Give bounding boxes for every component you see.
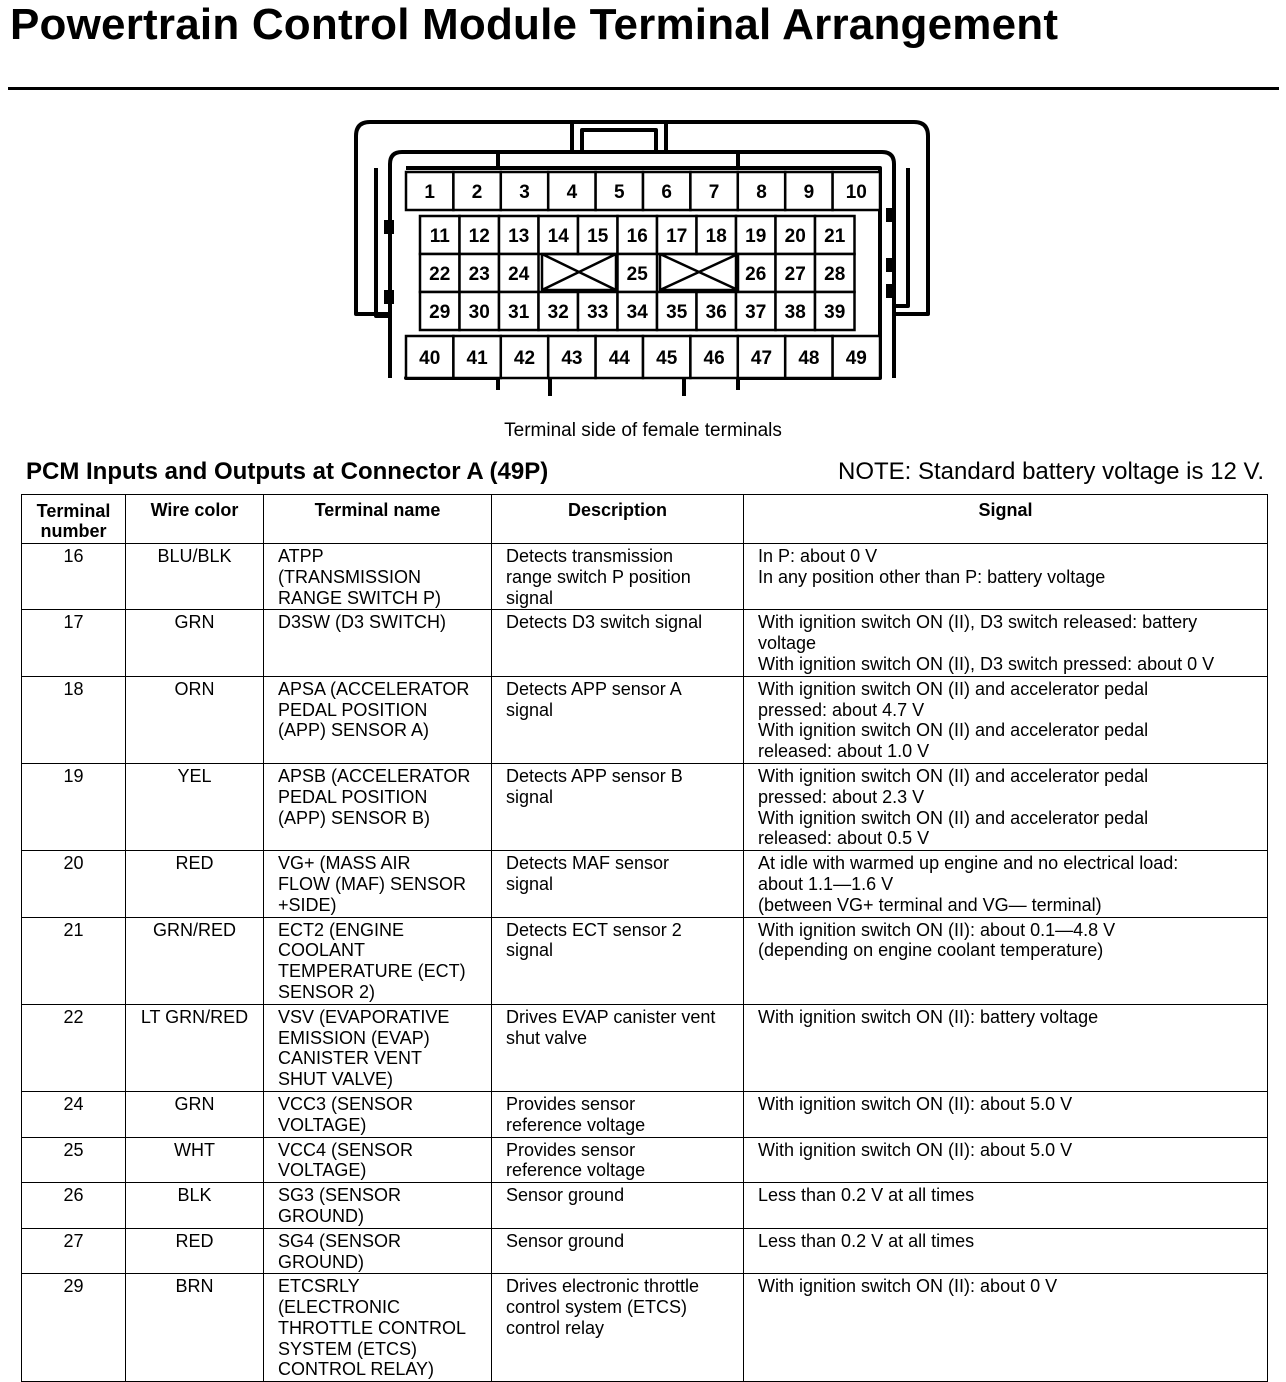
cell-signal: With ignition switch ON (II) and accelerator pedal pressed: about 4.7 V With ignition switch ON (II) and accelerator pedal released: about 1.0 V xyxy=(744,676,1268,763)
terminal-label: 26 xyxy=(745,264,767,285)
table-row xyxy=(22,1183,1268,1229)
header-signal: Signal xyxy=(744,495,1268,544)
cell-description: Drives electronic throttle control system (ETCS) control relay xyxy=(492,1274,744,1382)
cell-wire-color: BLK xyxy=(126,1183,264,1229)
table-row xyxy=(22,610,1268,676)
cell-signal: With ignition switch ON (II): about 0 V xyxy=(744,1274,1268,1382)
terminal-label: 41 xyxy=(466,348,488,369)
terminal-label: 43 xyxy=(561,348,583,369)
cell-description: Provides sensor reference voltage xyxy=(492,1091,744,1137)
terminal-label: 8 xyxy=(756,182,767,203)
terminal-label: 33 xyxy=(587,302,609,323)
cell-wire-color: GRN/RED xyxy=(126,917,264,1004)
cell-description: Detects APP sensor A signal xyxy=(492,676,744,763)
table-row xyxy=(22,1091,1268,1137)
cell-terminal-number: 27 xyxy=(22,1228,126,1274)
terminal-label: 46 xyxy=(703,348,725,369)
header-terminal-name: Terminal name xyxy=(264,495,492,544)
terminal-label: 32 xyxy=(547,302,569,323)
terminal-label: 17 xyxy=(666,226,688,247)
cell-terminal-number: 17 xyxy=(22,610,126,676)
terminal-label: 23 xyxy=(468,264,490,285)
cell-terminal-name: ETCSRLY (ELECTRONIC THROTTLE CONTROL SYSTEM (ETCS) CONTROL RELAY) xyxy=(264,1274,492,1382)
cell-terminal-name: APSA (ACCELERATOR PEDAL POSITION (APP) SENSOR A) xyxy=(264,676,492,763)
table-row xyxy=(22,676,1268,763)
table-row xyxy=(22,1274,1268,1382)
cell-terminal-name: VCC3 (SENSOR VOLTAGE) xyxy=(264,1091,492,1137)
table-row xyxy=(22,1137,1268,1183)
cell-description: Sensor ground xyxy=(492,1183,744,1229)
cell-description: Provides sensor reference voltage xyxy=(492,1137,744,1183)
terminal-label: 6 xyxy=(661,182,672,203)
table-row xyxy=(22,917,1268,1004)
cell-terminal-number: 26 xyxy=(22,1183,126,1229)
terminal-label: 13 xyxy=(508,226,530,247)
terminal-label: 11 xyxy=(429,226,450,247)
cell-terminal-name: ECT2 (ENGINE COOLANT TEMPERATURE (ECT) SENSOR 2) xyxy=(264,917,492,1004)
terminal-label: 10 xyxy=(845,182,867,203)
battery-note: NOTE: Standard battery voltage is 12 V. xyxy=(837,458,1264,485)
cell-description: Detects ECT sensor 2 signal xyxy=(492,917,744,1004)
cell-terminal-number: 21 xyxy=(22,917,126,1004)
terminal-label: 36 xyxy=(705,302,727,323)
cell-wire-color: LT GRN/RED xyxy=(126,1004,264,1091)
header-wire-color: Wire color xyxy=(126,495,264,544)
cell-terminal-number: 24 xyxy=(22,1091,126,1137)
cell-terminal-number: 22 xyxy=(22,1004,126,1091)
cell-description: Detects MAF sensor signal xyxy=(492,851,744,917)
cell-signal: Less than 0.2 V at all times xyxy=(744,1228,1268,1274)
terminal-label: 38 xyxy=(784,302,806,323)
cell-wire-color: RED xyxy=(126,851,264,917)
table-row xyxy=(22,763,1268,850)
cell-wire-color: GRN xyxy=(126,1091,264,1137)
terminal-label: 9 xyxy=(803,182,815,203)
cell-description: Drives EVAP canister vent shut valve xyxy=(492,1004,744,1091)
terminal-label: 1 xyxy=(424,182,435,203)
cell-signal: With ignition switch ON (II), D3 switch released: battery voltage With ignition switch ON (II), D3 switch pressed: about 0 V xyxy=(744,610,1268,676)
cell-signal: With ignition switch ON (II): about 5.0 V xyxy=(744,1137,1268,1183)
cell-terminal-name: D3SW (D3 SWITCH) xyxy=(264,610,492,676)
table-row xyxy=(22,544,1268,610)
cell-terminal-number: 25 xyxy=(22,1137,126,1183)
cell-terminal-name: APSB (ACCELERATOR PEDAL POSITION (APP) SENSOR B) xyxy=(264,763,492,850)
terminal-label: 18 xyxy=(705,226,727,247)
terminal-label: 40 xyxy=(419,348,441,369)
table-row xyxy=(22,1004,1268,1091)
cell-signal: With ignition switch ON (II): battery voltage xyxy=(744,1004,1268,1091)
table-row xyxy=(22,851,1268,917)
cell-signal: With ignition switch ON (II): about 5.0 V xyxy=(744,1091,1268,1137)
title-divider xyxy=(8,87,1279,90)
cell-terminal-number: 20 xyxy=(22,851,126,917)
connector-caption: Terminal side of female terminals xyxy=(504,420,782,441)
cell-terminal-number: 18 xyxy=(22,676,126,763)
cell-terminal-name: VG+ (MASS AIR FLOW (MAF) SENSOR +SIDE) xyxy=(264,851,492,917)
terminal-label: 4 xyxy=(566,182,578,203)
terminal-label: 44 xyxy=(608,348,630,369)
terminal-label: 42 xyxy=(513,348,536,369)
terminal-label: 19 xyxy=(745,226,767,247)
cell-terminal-name: SG3 (SENSOR GROUND) xyxy=(264,1183,492,1229)
terminal-label: 48 xyxy=(798,348,820,369)
cell-description: Detects D3 switch signal xyxy=(492,610,744,676)
cell-description: Sensor ground xyxy=(492,1228,744,1274)
header-description: Description xyxy=(492,495,744,544)
terminal-label: 47 xyxy=(750,348,773,369)
terminal-label: 39 xyxy=(824,302,846,323)
cell-signal: With ignition switch ON (II) and accelerator pedal pressed: about 2.3 V With ignition switch ON (II) and accelerator pedal released: about 0.5 V xyxy=(744,763,1268,850)
pcm-io-table xyxy=(21,494,1268,1382)
cell-terminal-number: 16 xyxy=(22,544,126,610)
terminal-label: 12 xyxy=(468,226,490,247)
section-title: PCM Inputs and Outputs at Connector A (49P) xyxy=(26,458,549,485)
terminal-label: 49 xyxy=(845,348,867,369)
terminal-label: 37 xyxy=(745,302,767,323)
terminal-label: 27 xyxy=(784,264,806,285)
cell-terminal-name: ATPP (TRANSMISSION RANGE SWITCH P) xyxy=(264,544,492,610)
terminal-label: 16 xyxy=(626,226,648,247)
terminal-label: 14 xyxy=(547,226,569,247)
terminal-label: 3 xyxy=(519,182,530,203)
cell-wire-color: GRN xyxy=(126,610,264,676)
page-title: Powertrain Control Module Terminal Arrangement xyxy=(10,0,1059,49)
cell-wire-color: BRN xyxy=(126,1274,264,1382)
cell-wire-color: ORN xyxy=(126,676,264,763)
cell-wire-color: WHT xyxy=(126,1137,264,1183)
terminal-label: 2 xyxy=(471,182,483,203)
terminal-label: 22 xyxy=(429,264,451,285)
terminal-label: 30 xyxy=(468,302,490,323)
terminal-label: 25 xyxy=(626,264,648,285)
terminal-label: 20 xyxy=(784,226,806,247)
table-header-row xyxy=(22,495,1268,544)
cell-signal: At idle with warmed up engine and no electrical load: about 1.1—1.6 V (between VG+ terminal and VG— terminal) xyxy=(744,851,1268,917)
terminal-label: 35 xyxy=(666,302,688,323)
header-terminal-number: Terminal number xyxy=(22,495,126,544)
cell-terminal-name: SG4 (SENSOR GROUND) xyxy=(264,1228,492,1274)
connector-diagram xyxy=(350,116,940,396)
terminal-label: 15 xyxy=(587,226,609,247)
cell-signal: With ignition switch ON (II): about 0.1—4.8 V (depending on engine coolant temperature) xyxy=(744,917,1268,1004)
cell-terminal-name: VSV (EVAPORATIVE EMISSION (EVAP) CANISTER VENT SHUT VALVE) xyxy=(264,1004,492,1091)
terminal-label: 7 xyxy=(708,182,720,203)
cell-wire-color: RED xyxy=(126,1228,264,1274)
terminal-label: 34 xyxy=(626,302,648,323)
cell-description: Detects APP sensor B signal xyxy=(492,763,744,850)
terminal-label: 21 xyxy=(824,226,846,247)
terminal-label: 29 xyxy=(429,302,451,323)
table-row xyxy=(22,1228,1268,1274)
terminal-label: 28 xyxy=(824,264,846,285)
cell-wire-color: BLU/BLK xyxy=(126,544,264,610)
terminal-label: 24 xyxy=(508,264,530,285)
cell-terminal-number: 19 xyxy=(22,763,126,850)
cell-wire-color: YEL xyxy=(126,763,264,850)
terminal-label: 31 xyxy=(508,302,530,323)
cell-signal: Less than 0.2 V at all times xyxy=(744,1183,1268,1229)
terminal-label: 45 xyxy=(656,348,678,369)
cell-terminal-name: VCC4 (SENSOR VOLTAGE) xyxy=(264,1137,492,1183)
cell-terminal-number: 29 xyxy=(22,1274,126,1382)
cell-description: Detects transmission range switch P position signal xyxy=(492,544,744,610)
terminal-label: 5 xyxy=(614,182,625,203)
cell-signal: In P: about 0 V In any position other than P: battery voltage xyxy=(744,544,1268,610)
